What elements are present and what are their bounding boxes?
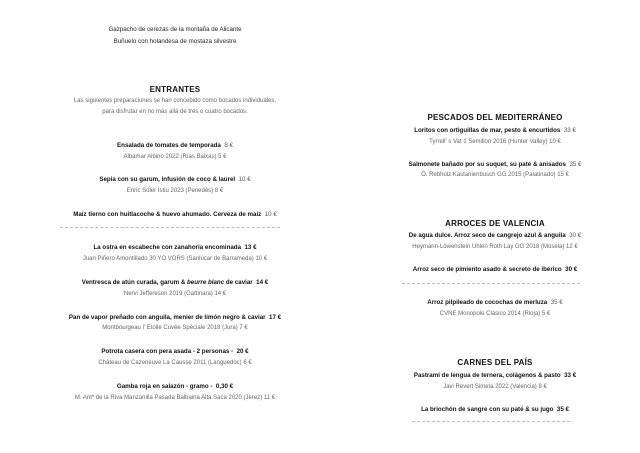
menu-item-dish: Ensalada de tomates de temporada 8 € — [117, 142, 233, 149]
section-divider — [402, 283, 580, 284]
section-title-carnes: CARNES DEL PAÍS — [457, 358, 533, 367]
menu-item-dish: La briochón de sangre con su paté & su jugo 35 € — [421, 406, 569, 413]
section-title-pescados: PESCADOS DEL MEDITERRÁNEO — [427, 113, 563, 122]
intro-item-gazpacho: Gazpacho de cerezas de la montaña de Alicante — [108, 26, 242, 33]
menu-item-dish: Arroz seco de pimiento asado & secreto de ibérico 30 € — [412, 266, 578, 273]
menu-item-wine: Enric Soler Istiu 2023 (Penedès) 8 € — [126, 188, 224, 194]
menu-item-wine: Albamar Albino 2022 (Rías Baixas) 5 € — [123, 154, 227, 160]
menu-item-wine: Heymann-Löwenstein Uhlen Roth Lay GG 2018 (Mosela) 12 € — [412, 244, 578, 250]
section-description-line-1: Las siguientes preparaciones se han concebido como bocados individuales, — [73, 98, 277, 104]
menu-item-dish: Maíz tierno con huitlacoche & huevo ahumado. Cerveza de maíz 10 € — [73, 211, 277, 218]
menu-item-dish: Potrota casera con pera asada - 2 personas - 20 € — [101, 348, 249, 355]
menu-item-dish: Gamba roja en salazón - gramo - 0,30 € — [116, 383, 234, 390]
section-title-entrantes: ENTRANTES — [149, 85, 201, 94]
menu-item-dish: La ostra en escabeche con zanahoria encominada 13 € — [93, 244, 257, 251]
menu-item-wine: Château de Cazeneuve La Causse 2011 (Languedoc) 6 € — [98, 360, 252, 366]
menu-item-wine: Montbourgeau l' Etoile Cuvée Spéciale 2018 (Jura) 7 € — [102, 325, 248, 331]
menu-item-wine: CVNE Monopole Clásico 2014 (Rioja) 5 € — [439, 311, 551, 317]
menu-item-wine: Juan Piñero Amontillado 30 YO VORS (Sanlúcar de Barrameda) 10 € — [82, 256, 268, 262]
section-title-arroces: ARROCES DE VALENCIA — [445, 219, 545, 228]
intro-item-bunuelo: Buñuelo con holandesa de mostaza silvestre — [113, 38, 237, 45]
section-description-line-2: para disfrutar en no más allá de tres o cuatro bocados. — [102, 109, 248, 115]
menu-item-dish: Ventresca de atún curada, garum & beurre blanc de caviar 14 € — [81, 279, 269, 286]
menu-item-wine: Ö. Rebholz Kastanienbusch GG 2015 (Palatinado) 15 € — [421, 172, 569, 178]
menu-item-dish: Pastrami de lengua de ternera, colágenos & pasto 33 € — [413, 372, 577, 379]
section-divider — [60, 227, 280, 228]
menu-item-wine: Nervi Jeffereson 2019 (Gattinara) 14 € — [123, 291, 227, 297]
menu-item-dish: Sepia con su garum, infusión de coco & laurel 10 € — [99, 176, 251, 183]
menu-item-wine: M. Antº de la Riva Manzanilla Pasada Balbaina Alta Saca 2020 (Jerez) 11 € — [74, 395, 276, 401]
menu-item-wine: Javi Revert Simeta 2022 (Valencia) 8 € — [443, 384, 547, 390]
menu-item-dish: Pan de vapor preñado con anguila, menier de limón negro & caviar 17 € — [68, 314, 282, 321]
section-divider — [412, 421, 570, 422]
menu-item-wine: Tyrrell' s Vat 1 Semillon 2016 (Hunter Valley) 10 € — [429, 139, 561, 145]
menu-item-dish: Loritos con ortiguillas de mar, pesto & encurtidos 33 € — [414, 127, 576, 134]
menu-item-dish: Arroz pilpileado de cocochas de merluza 35 € — [427, 299, 563, 306]
menu-item-dish: De agua dulce. Arroz seco de cangrejo azul & anguila 30 € — [408, 232, 582, 239]
menu-item-dish: Salmonete bañado por su suquet, su paté & anisados 35 € — [408, 161, 582, 168]
